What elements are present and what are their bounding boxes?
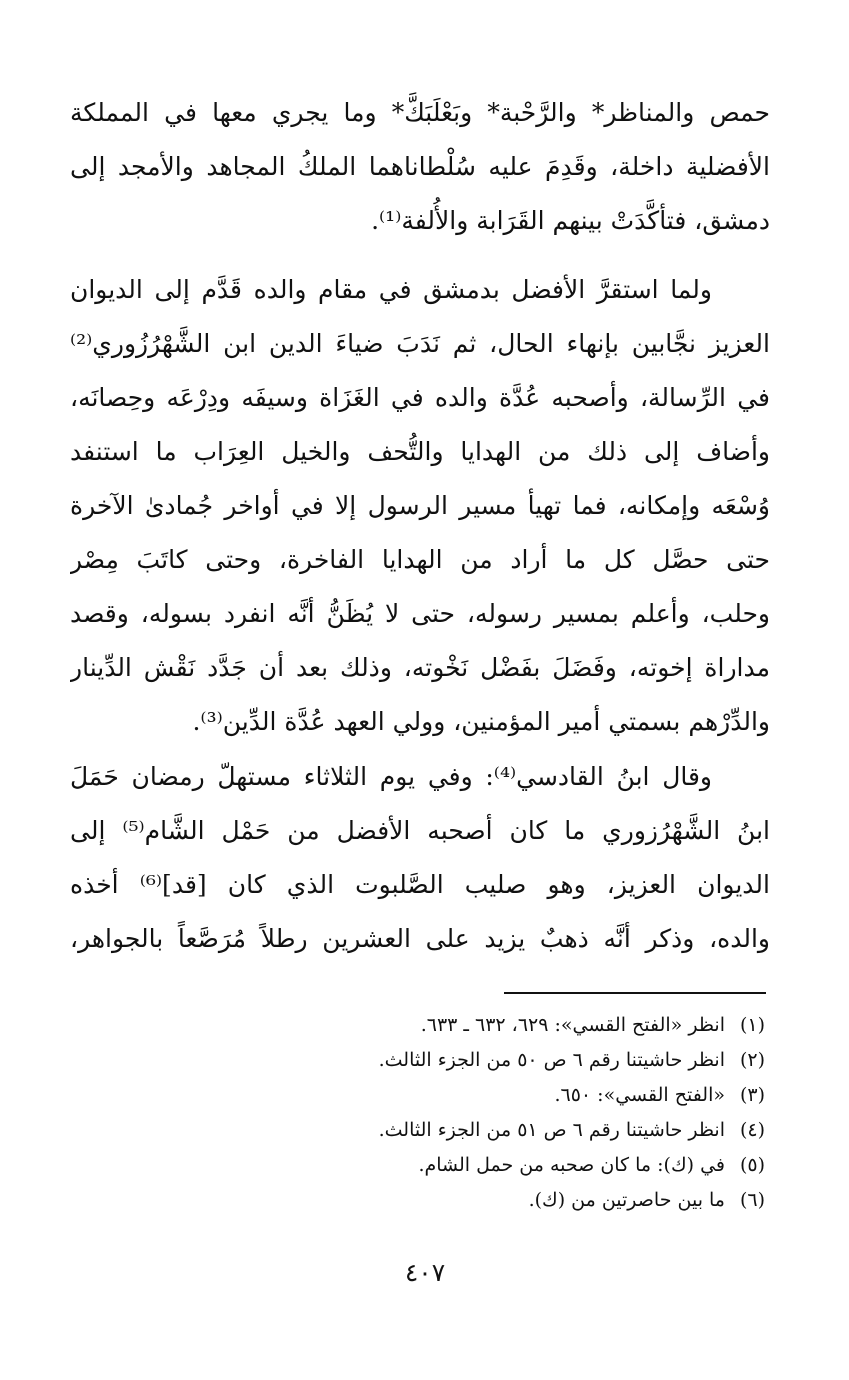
footnote-1 (205, 1008, 765, 1043)
page-number: ٤٠٧ (404, 1258, 446, 1287)
footnote-text: انظر حاشيتنا رقم ٦ ص ٥١ من الجزء الثالث. (378, 1119, 725, 1141)
footnote-text: انظر حاشيتنا رقم ٦ ص ٥٠ من الجزء الثالث. (378, 1049, 725, 1071)
footnote-5 (205, 1148, 765, 1183)
footnote-3 (205, 1078, 765, 1113)
footnote-number: (٢) (739, 1049, 765, 1071)
paragraph-2-line-3: في الرِّسالة، وأصحبه عُدَّة والده في الغَزَاة وسيفَه ودِرْعَه وحِصانَه، (70, 383, 770, 412)
paragraph-2-line-1: ولما استقرَّ الأفضل بدمشق في مقام والده قَدَّم إلى الديوان (70, 275, 712, 304)
footnote-separator (504, 992, 766, 994)
footnote-text: ما بين حاصرتين من (ك). (528, 1189, 725, 1211)
paragraph-2-line-9: والدِّرْهم بسمتي أمير المؤمنين، وولي العهد عُدَّة الدِّين⁽³⁾. (192, 707, 770, 736)
paragraph-3-line-2: ابنُ الشَّهْرُزوري ما كان أصحبه الأفضل من حَمْل الشَّام⁽⁵⁾ إلى (70, 816, 770, 845)
paragraph-3-line-4: والده، وذكر أنَّه ذهبٌ يزيد على العشرين رطلاً مُرَصَّعاً بالجواهر، (70, 924, 770, 953)
paragraph-1 (70, 86, 770, 248)
paragraph-2-line-8: مداراة إخوته، وفَضَلَ بفَضْل نَخْوته، وذلك بعد أن جَدَّد نَقْش الدِّينار (70, 653, 770, 682)
paragraph-3-line-1: وقال ابنُ القادسي⁽⁴⁾: وفي يوم الثلاثاء مستهلّ رمضان حَمَلَ (70, 762, 712, 791)
paragraph-2-line-2: العزيز نجَّابين بإنهاء الحال، ثم نَدَبَ ضياءَ الدين ابن الشَّهْرُزُوري⁽²⁾ (70, 329, 770, 358)
paragraph-2-line-5: وُسْعَه وإمكانه، فما تهيأ مسير الرسول إلا في أواخر جُمادىٰ الآخرة (70, 491, 770, 520)
footnote-number: (٦) (739, 1189, 765, 1211)
footnote-text: في (ك): ما كان صحبه من حمل الشام. (418, 1154, 725, 1176)
footnote-2 (205, 1043, 765, 1078)
footnote-4 (205, 1113, 765, 1148)
paragraph-1-line-3: دمشق، فتأكَّدَتْ بينهم القَرَابة والأُلفة⁽¹⁾. (371, 206, 770, 235)
footnote-text: «الفتح القسي»: ٦٥٠. (554, 1084, 725, 1106)
paragraph-2 (70, 263, 770, 749)
footnote-number: (٣) (739, 1084, 765, 1106)
footnote-number: (١) (739, 1014, 765, 1036)
paragraph-2-line-4: وأضاف إلى ذلك من الهدايا والتُّحف والخيل العِرَاب ما استنفد (70, 437, 770, 466)
footnotes (205, 1008, 765, 1218)
paragraph-2-line-7: وحلب، وأعلم بمسير رسوله، حتى لا يُظَنُّ أنَّه انفرد بسوله، وقصد (70, 599, 770, 628)
paragraph-2-line-6: حتى حصَّل كل ما أراد من الهدايا الفاخرة، وحتى كاتَبَ مِصْر (70, 545, 770, 574)
footnote-number: (٤) (739, 1119, 765, 1141)
paragraph-3 (70, 750, 770, 966)
paragraph-3-line-3: الديوان العزيز، وهو صليب الصَّلبوت الذي كان [قد]⁽⁶⁾ أخذه (70, 870, 770, 899)
paragraph-1-line-1: حمص والمناظر* والرَّحْبة* وبَعْلَبَكَّ* وما يجري معها في المملكة (70, 98, 770, 127)
footnote-6 (205, 1183, 765, 1218)
footnote-number: (٥) (739, 1154, 765, 1176)
footnote-text: انظر «الفتح القسي»: ٦٢٩، ٦٣٢ ـ ٦٣٣. (420, 1014, 725, 1036)
paragraph-1-line-2: الأفضلية داخلة، وقَدِمَ عليه سُلْطاناهما الملكُ المجاهد والأمجد إلى (70, 152, 770, 181)
